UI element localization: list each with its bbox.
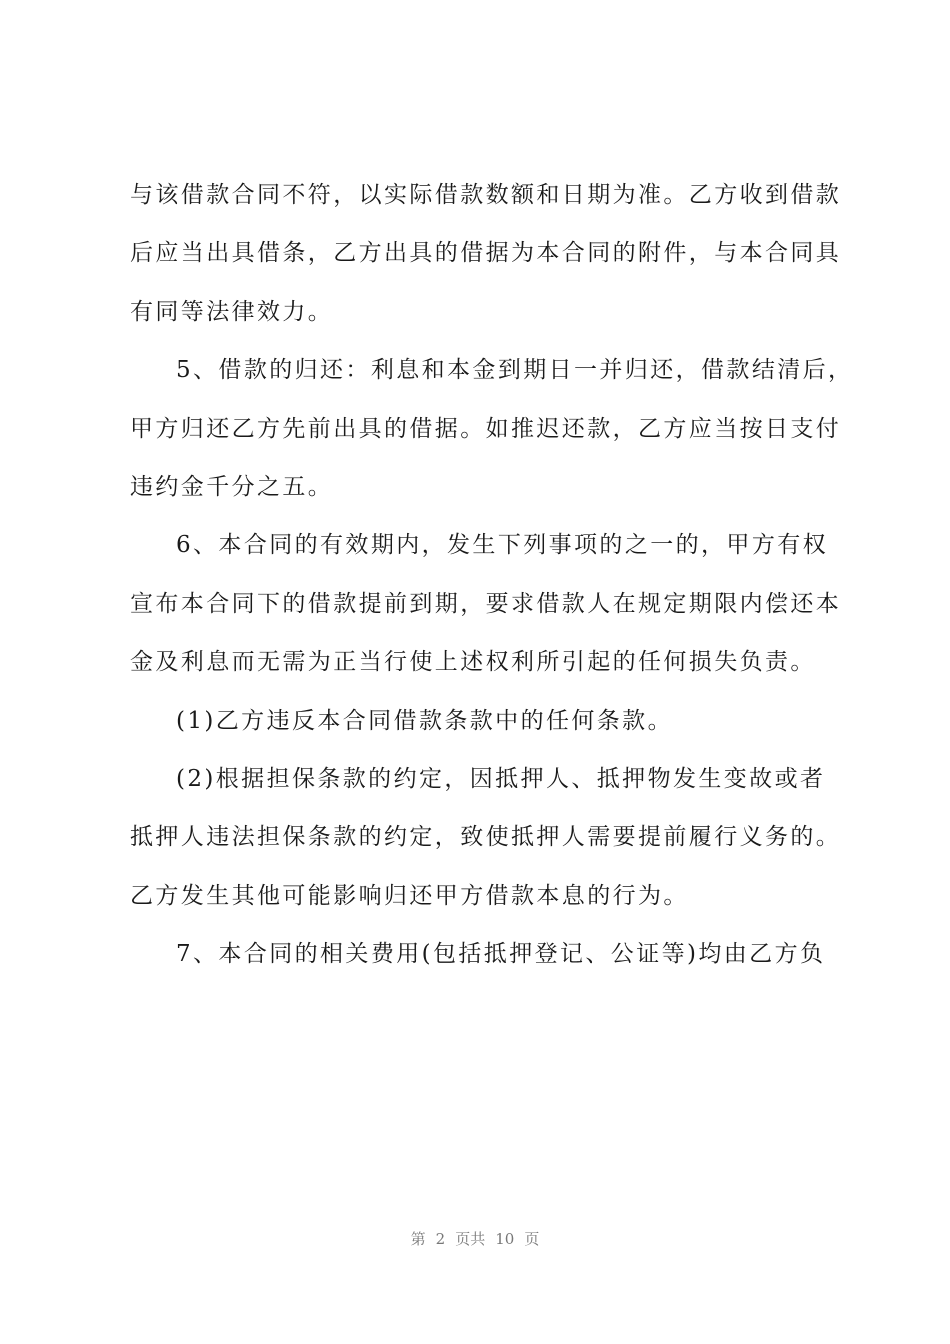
document-body <box>130 166 854 983</box>
footer-prefix: 第 <box>410 1230 426 1248</box>
footer-suffix: 页 <box>524 1230 540 1248</box>
text-line: (1)乙方违反本合同借款条款中的任何条款。 <box>176 707 673 734</box>
footer-middle: 页共 <box>455 1230 486 1248</box>
text-line: 违约金千分之五。 <box>130 473 334 500</box>
text-line: 5、借款的归还：利息和本金到期日一并归还，借款结清后， <box>176 357 854 384</box>
text-line: 甲方归还乙方先前出具的借据。如推迟还款，乙方应当按日支付 <box>130 415 842 442</box>
text-line: 乙方发生其他可能影响归还甲方借款本息的行为。 <box>130 882 689 909</box>
text-line: 金及利息而无需为正当行使上述权利所引起的任何损失负责。 <box>130 649 816 676</box>
text-line: 与该借款合同不符，以实际借款数额和日期为准。乙方收到借款 <box>130 182 842 208</box>
text-line: (2)根据担保条款的约定，因抵押人、抵押物发生变故或者 <box>176 765 826 792</box>
footer-current-page: 2 <box>435 1230 446 1248</box>
page-footer <box>0 1228 950 1249</box>
text-line: 抵押人违法担保条款的约定，致使抵押人需要提前履行义务的。 <box>130 824 842 851</box>
text-line: 宣布本合同下的借款提前到期，要求借款人在规定期限内偿还本 <box>130 590 842 617</box>
text-line: 6、本合同的有效期内，发生下列事项的之一的，甲方有权 <box>176 532 829 559</box>
footer-total-pages: 10 <box>495 1230 515 1248</box>
text-line: 后应当出具借条，乙方出具的借据为本合同的附件，与本合同具 <box>130 240 842 267</box>
text-line: 7、本合同的相关费用(包括抵押登记、公证等)均由乙方负 <box>176 941 826 968</box>
text-line: 有同等法律效力。 <box>130 298 334 325</box>
